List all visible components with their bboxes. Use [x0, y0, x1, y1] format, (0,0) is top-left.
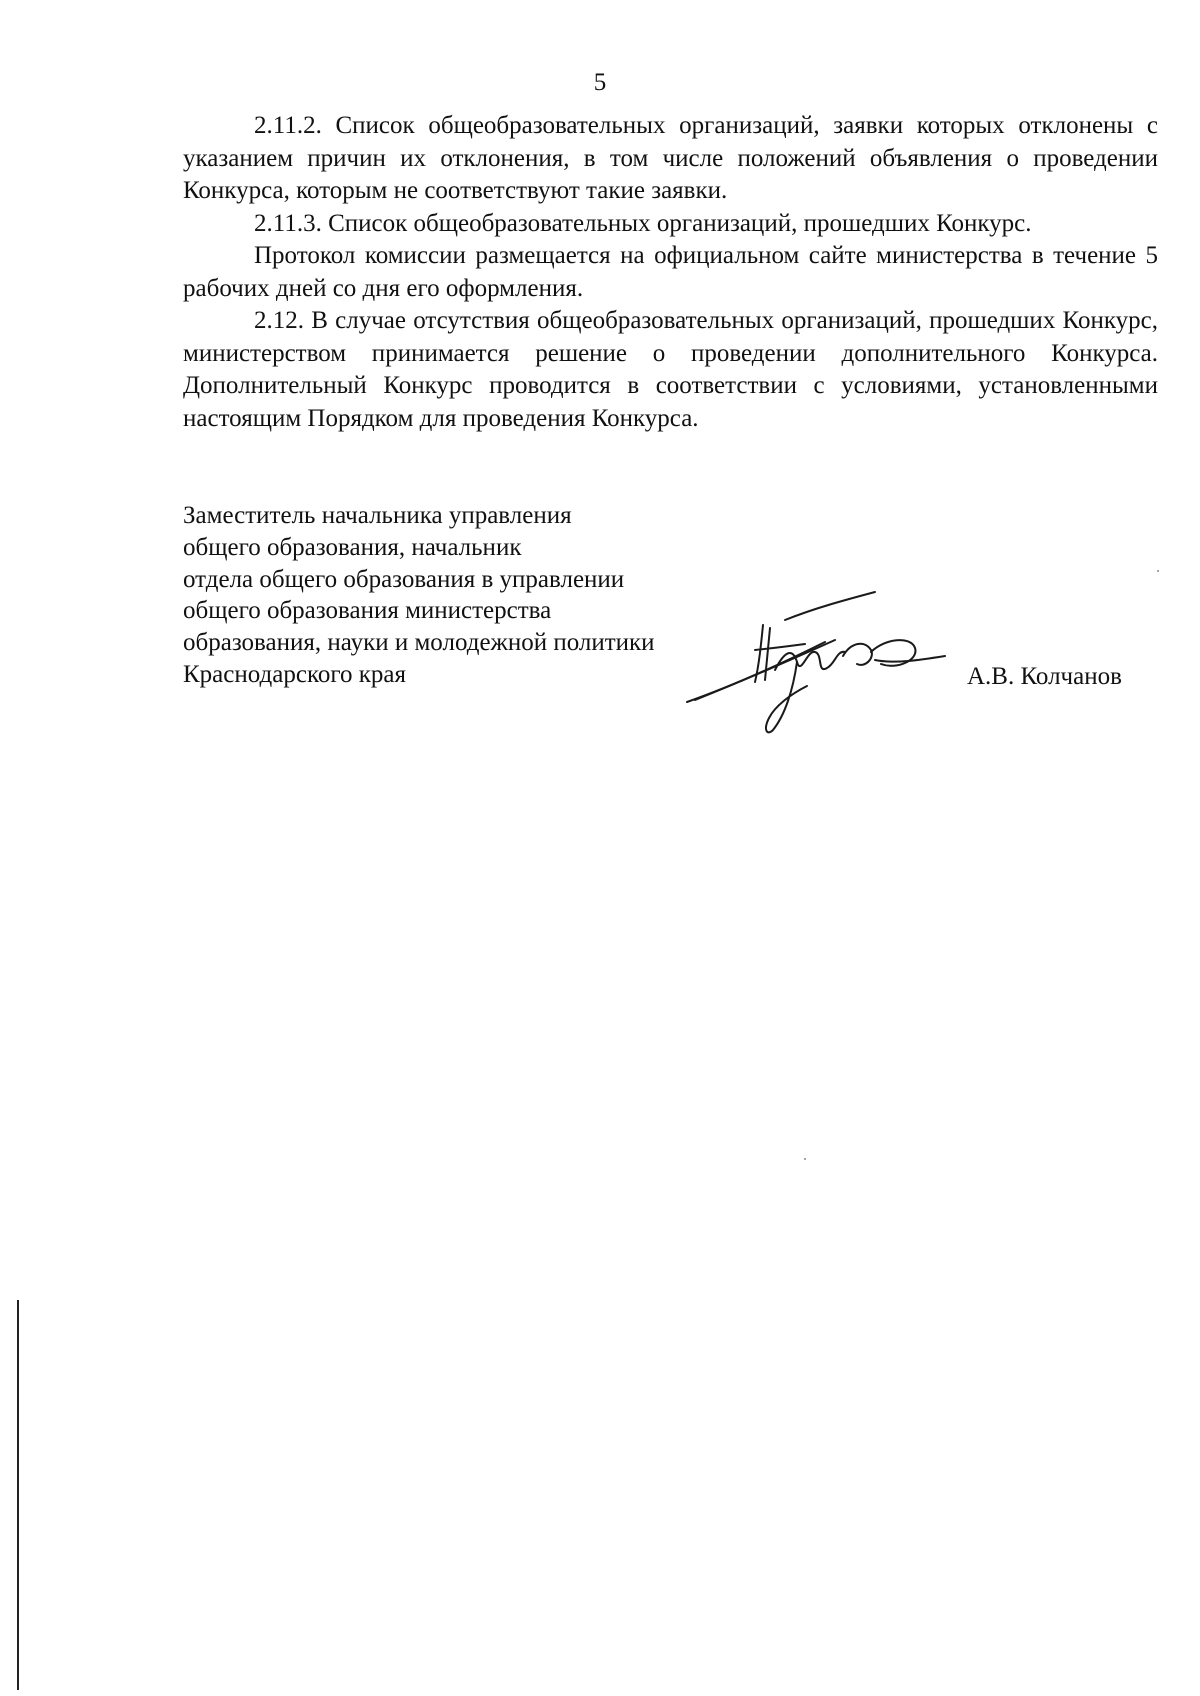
handwritten-signature [675, 590, 965, 740]
document-body [183, 110, 1158, 435]
position-line: образования, науки и молодежной политики [183, 629, 655, 657]
paragraph-2-11-3: 2.11.3. Список общеобразовательных организаций, прошедших Конкурс. [254, 209, 1032, 237]
position-line: отдела общего образования в управлении [183, 565, 625, 593]
paragraph-2-12: 2.12. В случае отсутствия общеобразовательных организаций, прошедших Конкурс, министерством принимается решение о проведении дополнительного Конкурса. Дополнительный Конкурс проводится в соответствии с условиями, установленными настоящим Порядком для проведения Конкурса. [183, 307, 1158, 432]
page-number: 5 [593, 69, 607, 96]
signatory-position [183, 500, 655, 691]
signatory-name: А.В. Колчанов [967, 663, 1122, 690]
position-line: общего образования министерства [183, 597, 552, 625]
scan-margin-line [17, 1300, 19, 1690]
paragraph-2-11-2: 2.11.2. Список общеобразовательных организаций, заявки которых отклонены с указанием причин их отклонения, в том числе положений объявления о проведении Конкурса, которым не соответствуют такие заявки. [183, 112, 1158, 204]
paragraph-protocol: Протокол комиссии размещается на официальном сайте министерства в течение 5 рабочих дней со дня его оформления. [183, 242, 1158, 302]
position-line: Краснодарского края [183, 660, 406, 688]
position-line: общего образования, начальник [183, 533, 522, 561]
scan-speck [804, 1158, 806, 1160]
position-line: Заместитель начальника управления [183, 502, 572, 529]
scan-speck [1157, 570, 1159, 572]
